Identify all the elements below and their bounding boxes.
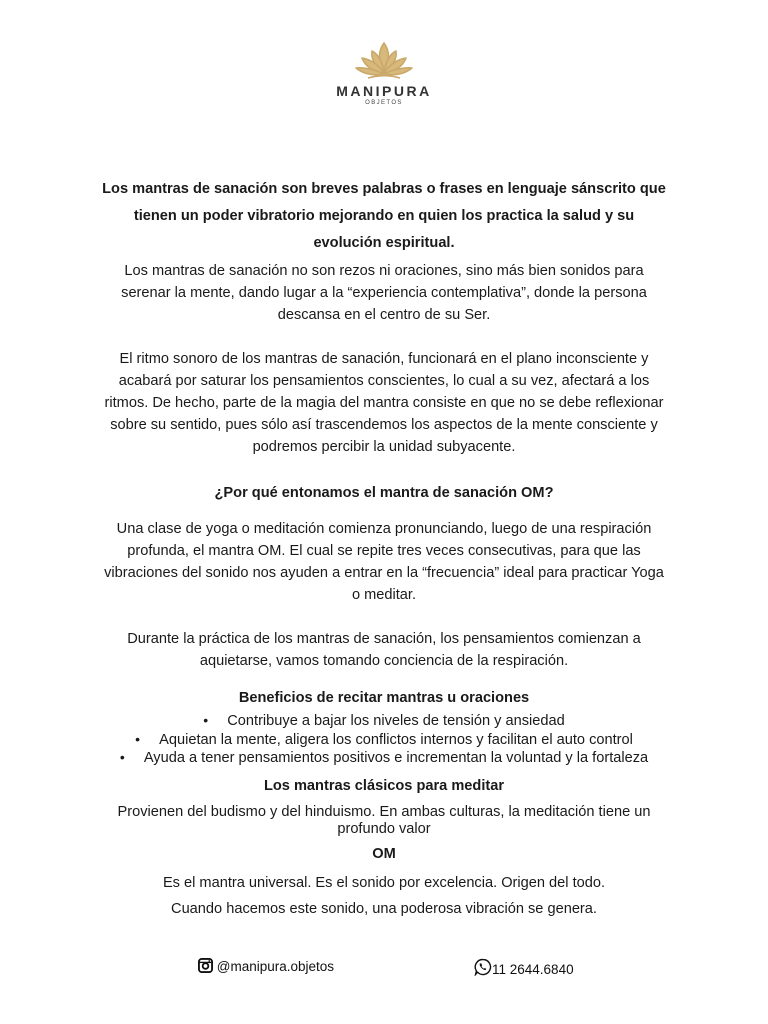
list-item: • Contribuye a bajar los niveles de tensión y ansiedad: [100, 712, 668, 731]
heading-om: OM: [372, 845, 396, 862]
paragraph-3: Una clase de yoga o meditación comienza pronunciando, luego de una respiración profunda, el mantra OM. El cual se repite tres veces consecutivas, para que las vibraciones del sonido nos ayuden a entrar en la “frecuencia” ideal para practicar Yoga o meditar.: [104, 521, 664, 603]
whatsapp-contact[interactable]: [474, 958, 574, 977]
paragraph-4: Durante la práctica de los mantras de sanación, los pensamientos comienzan a aquietarse, vamos tomando conciencia de la respiración.: [127, 631, 641, 669]
lotus-icon: [354, 40, 414, 82]
heading-benefits: Beneficios de recitar mantras u oraciones: [238, 690, 530, 706]
paragraph-5: Provienen del budismo y del hinduismo. En ambas culturas, la meditación tiene un profundo valor: [117, 803, 651, 837]
paragraph-2: El ritmo sonoro de los mantras de sanación, funcionará en el plano inconsciente y acabará por saturar los pensamientos conscientes, lo cual a su vez, afectará a los ritmos. De hecho, parte de la magia del mantra consiste en que no se debe reflexionar sobre su sentido, pues sólo así trascendemos los aspectos de la mente consciente y podremos percibir la unidad subyacente.: [104, 351, 664, 455]
whatsapp-icon: [474, 958, 492, 976]
article-body: [100, 176, 668, 921]
heading-classic-mantras: Los mantras clásicos para meditar: [263, 777, 505, 794]
instagram-handle: @manipura.objetos: [216, 959, 335, 974]
brand-subtitle: OBJETOS: [365, 100, 403, 106]
lead-paragraph: Los mantras de sanación son breves palabras o frases en lenguaje sánscrito que tienen un poder vibratorio mejorando en quien los practica la salud y su evolución espiritual.: [102, 181, 666, 251]
brand-name: MANIPURA: [336, 83, 432, 99]
paragraph-1: Los mantras de sanación no son rezos ni oraciones, sino más bien sonidos para serenar la mente, dando lugar a la “experiencia contemplativa”, donde la persona descansa en el centro de su Ser.: [121, 263, 647, 323]
footer: [0, 958, 768, 984]
instagram-icon: [198, 958, 213, 973]
instagram-contact[interactable]: [198, 958, 334, 974]
list-item: • Aquietan la mente, aligera los conflictos internos y facilitan el auto control: [100, 731, 668, 750]
list-item: • Ayuda a tener pensamientos positivos e incrementan la voluntad y la fortaleza: [100, 749, 668, 768]
heading-om-question: ¿Por qué entonamos el mantra de sanación OM?: [214, 485, 554, 501]
paragraph-6: Es el mantra universal. Es el sonido por excelencia. Origen del todo.: [162, 874, 606, 891]
phone-number: 11 2644.6840: [492, 962, 574, 977]
paragraph-7: Cuando hacemos este sonido, una poderosa vibración se genera.: [171, 900, 597, 917]
benefits-list: [100, 712, 668, 768]
brand-logo: [0, 40, 768, 106]
